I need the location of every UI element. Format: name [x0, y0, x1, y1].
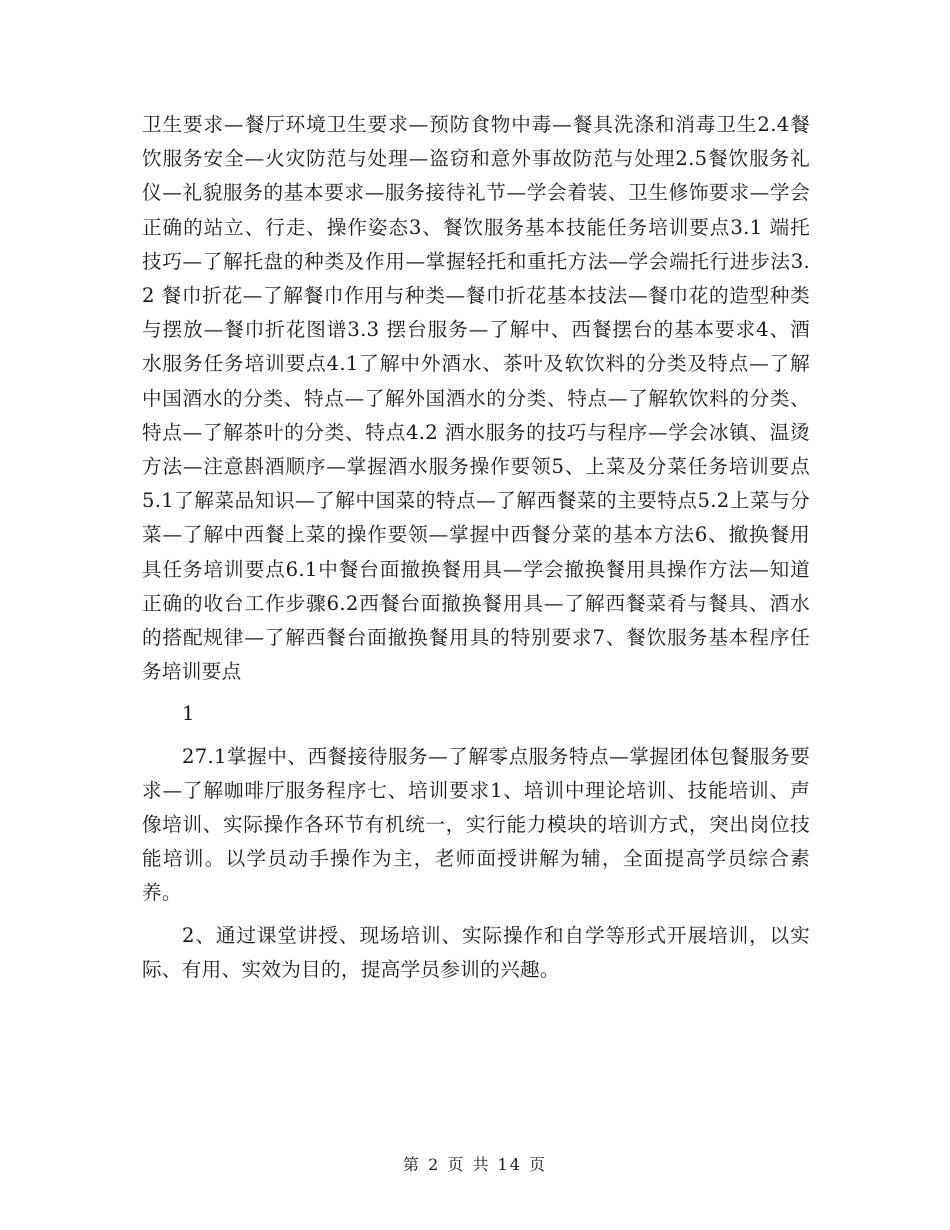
page-footer: 第 2 页 共 14 页 [403, 1155, 547, 1174]
document-body [142, 108, 810, 987]
paragraph-training-requirements: 27.1掌握中、西餐接待服务—了解零点服务特点—掌握团体包餐服务要求—了解咖啡厅服务程序七、培训要求1、培训中理论培训、技能培训、声像培训、实际操作各环节有机统一，实行能力模块的培训方式，突出岗位技能培训。以学员动手操作为主，老师面授讲解为辅，全面提高学员综合素养。 [142, 744, 810, 905]
inline-number: 1 [182, 702, 195, 726]
paragraph-training-methods: 2、通过课堂讲授、现场培训、实际操作和自学等形式开展培训，以实际、有用、实效为目的，提高学员参训的兴趣。 [142, 923, 810, 981]
paragraph-training-points: 卫生要求—餐厅环境卫生要求—预防食物中毒—餐具洗涤和消毒卫生2.4餐饮服务安全—火灾防范与处理—盗窃和意外事故防范与处理2.5餐饮服务礼仪—礼貌服务的基本要求—服务接待礼节—学会着装、卫生修饰要求—学会正确的站立、行走、操作姿态3、餐饮服务基本技能任务培训要点3.1 端托技巧—了解托盘的种类及作用—掌握轻托和重托方法—学会端托行进步法3.2 餐巾折花—了解餐巾作用与种类—餐巾折花基本技法—餐巾花的造型种类与摆放—餐巾折花图谱3.3 摆台服务—了解中、西餐摆台的基本要求4、酒水服务任务培训要点4.1了解中外酒水、茶叶及软饮料的分类及特点—了解中国酒水的分类、特点—了解外国酒水的分类、特点—了解软饮料的分类、特点—了解茶叶的分类、特点4.2 酒水服务的技巧与程序—学会冰镇、温烫方法—注意斟酒顺序—掌握酒水服务操作要领5、上菜及分菜任务培训要点5.1了解菜品知识—了解中国菜的特点—了解西餐菜的主要特点5.2上菜与分菜—了解中西餐上菜的操作要领—掌握中西餐分菜的基本方法6、撤换餐用具任务培训要点6.1中餐台面撤换餐用具—学会撤换餐用具操作方法—知道正确的收台工作步骤6.2西餐台面撤换餐用具—了解西餐菜肴与餐具、酒水的搭配规律—了解西餐台面撤换餐用具的特别要求7、餐饮服务基本程序任务培训要点 [142, 113, 810, 684]
